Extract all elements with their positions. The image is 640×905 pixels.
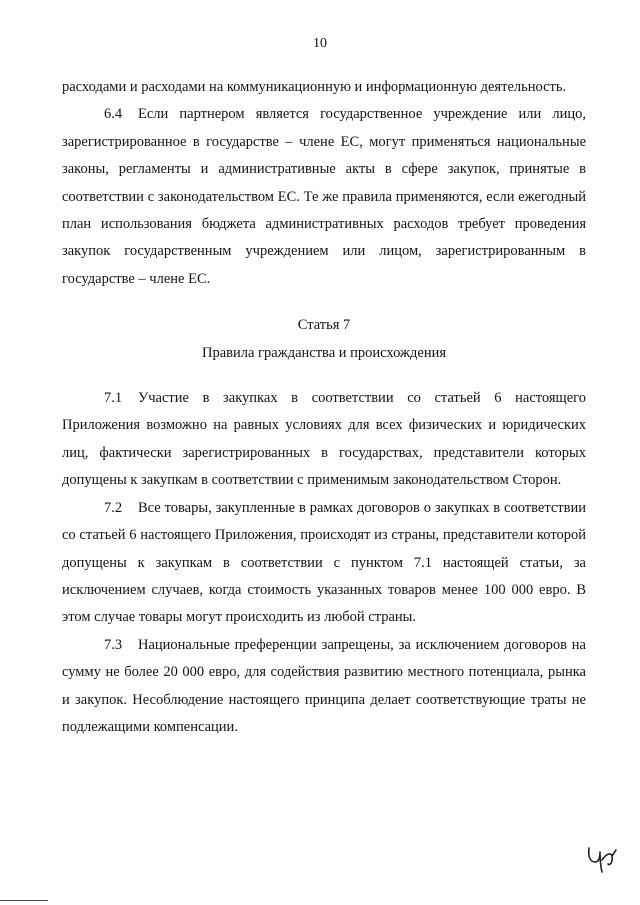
paragraph-text: Все товары, закупленные в рамках договоров о закупках в соответствии со статьей 6 настоящего Приложения, происходят из страны, представители которой допущены к закупкам в соответствии с пунктом 7.1 настоящей статьи, за исключением случаев, когда стоимость указанных товаров менее 100 000 евро. В этом случае товары могут происходить из любой страны. <box>62 499 586 626</box>
paragraph-7-3 <box>62 632 586 742</box>
article-title: Статья 7 <box>297 317 351 334</box>
paragraph-continuation: расходами и расходами на коммуникационную и информационную деятельность. <box>62 79 567 95</box>
paragraph-number: 7.1 <box>104 390 123 407</box>
bottom-edge-line <box>0 900 48 901</box>
paragraph-number: 6.4 <box>104 106 123 123</box>
paragraph-number: 7.3 <box>104 636 123 653</box>
paragraph-text: Участие в закупках в соответствии со статьей 6 настоящего Приложения возможно на равных условиях для всех физических и юридических лиц, фактически зарегистрированных в государствах, представители которых допущены к закупкам в соответствии с применимым законодательством Сторон. <box>62 390 586 489</box>
paragraph-7-2 <box>62 495 586 632</box>
paragraph-text: Национальные преференции запрещены, за исключением договоров на сумму не более 20 000 евро, для содействия развитию местного потенциала, рынка и закупок. Несоблюдение настоящего принципа делает соответствующие траты не подлежащими компенсации. <box>62 636 586 735</box>
paragraph-6-4 <box>62 101 586 293</box>
document-body <box>62 74 586 741</box>
handwritten-initials <box>586 842 620 876</box>
paragraph-text: Если партнером является государственное учреждение или лицо, зарегистрированное в государстве – члене ЕС, могут применяться национальные законы, регламенты и административные акты в сфере закупок, принятые в соответствии с законодательством ЕС. Те же правила применяются, если ежегодный план использования бюджета административных расходов требует проведения закупок государственным учреждением или лицом, зарегистрированным в государстве – члене ЕС. <box>62 106 586 287</box>
page-number: 10 <box>313 36 327 51</box>
article-subtitle: Правила гражданства и происхождения <box>201 344 447 361</box>
paragraph-7-1 <box>62 385 586 495</box>
paragraph-number: 7.2 <box>104 499 123 516</box>
